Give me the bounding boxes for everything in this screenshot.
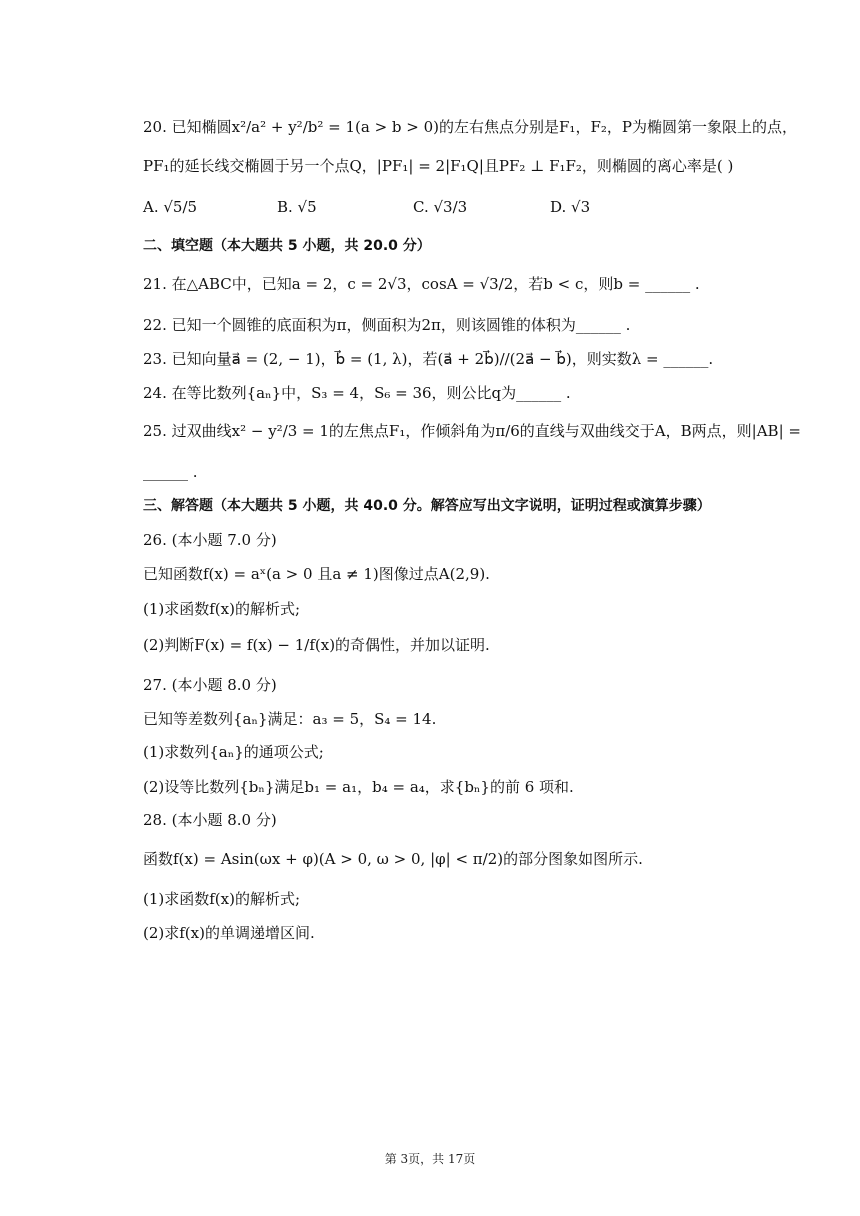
q20-line2: PF₁的延长线交椭圆于另一个点Q，|PF₁| = 2|F₁Q|且PF₂ ⊥ F₁F₂，则椭圆的离心率是( ) <box>143 157 734 175</box>
q21: 21. 在△ABC中，已知a = 2，c = 2√3，cosA = √3/2，若b < c，则b = ______ . <box>143 275 700 293</box>
q25-line2: ______ . <box>143 463 198 481</box>
q25-line1: 25. 过双曲线x² − y²/3 = 1的左焦点F₁，作倾斜角为π/6的直线与双曲线交于A，B两点，则|AB| = <box>143 422 801 440</box>
page-footer: 第 3页，共 17页 <box>384 1152 476 1166</box>
q23: 23. 已知向量a⃗ = (2, − 1)，b⃗ = (1, λ)，若(a⃗ + 2b⃗)//(2a⃗ − b⃗)，则实数λ = ______. <box>143 350 714 368</box>
q20-option-c: C. √3/3 <box>413 198 468 216</box>
q26-stem: 已知函数f(x) = aˣ(a > 0 且a ≠ 1)图像过点A(2,9). <box>143 565 490 583</box>
q27-stem: 已知等差数列{aₙ}满足：a₃ = 5，S₄ = 14. <box>143 710 437 728</box>
q27-part1: (1)求数列{aₙ}的通项公式; <box>143 743 324 761</box>
q20-option-d: D. √3 <box>550 198 591 216</box>
q28-stem: 函数f(x) = Asin(ωx + φ)(A > 0, ω > 0, |φ| < π/2)的部分图象如图所示. <box>143 850 643 868</box>
section-2-heading: 二、填空题（本大题共 5 小题，共 20.0 分） <box>143 238 431 254</box>
q20-option-b: B. √5 <box>277 198 317 216</box>
q22: 22. 已知一个圆锥的底面积为π，侧面积为2π，则该圆锥的体积为______ . <box>143 316 631 334</box>
q27-part2: (2)设等比数列{bₙ}满足b₁ = a₁，b₄ = a₄，求{bₙ}的前 6 项和. <box>143 778 574 796</box>
q26-header: 26. (本小题 7.0 分) <box>143 531 277 549</box>
q24: 24. 在等比数列{aₙ}中，S₃ = 4，S₆ = 36，则公比q为______ . <box>143 384 571 402</box>
q28-part1: (1)求函数f(x)的解析式; <box>143 890 301 908</box>
q26-part2: (2)判断F(x) = f(x) − 1/f(x)的奇偶性，并加以证明. <box>143 636 490 654</box>
q20-option-a: A. √5/5 <box>143 198 198 216</box>
q28-header: 28. (本小题 8.0 分) <box>143 811 277 829</box>
q28-part2: (2)求f(x)的单调递增区间. <box>143 924 315 942</box>
q26-part1: (1)求函数f(x)的解析式; <box>143 600 301 618</box>
q20-line1: 20. 已知椭圆x²/a² + y²/b² = 1(a > b > 0)的左右焦点分别是F₁，F₂，P为椭圆第一象限上的点， <box>143 118 797 136</box>
section-3-heading: 三、解答题（本大题共 5 小题，共 40.0 分。解答应写出文字说明，证明过程或演算步骤） <box>143 498 711 514</box>
q27-header: 27. (本小题 8.0 分) <box>143 676 277 694</box>
